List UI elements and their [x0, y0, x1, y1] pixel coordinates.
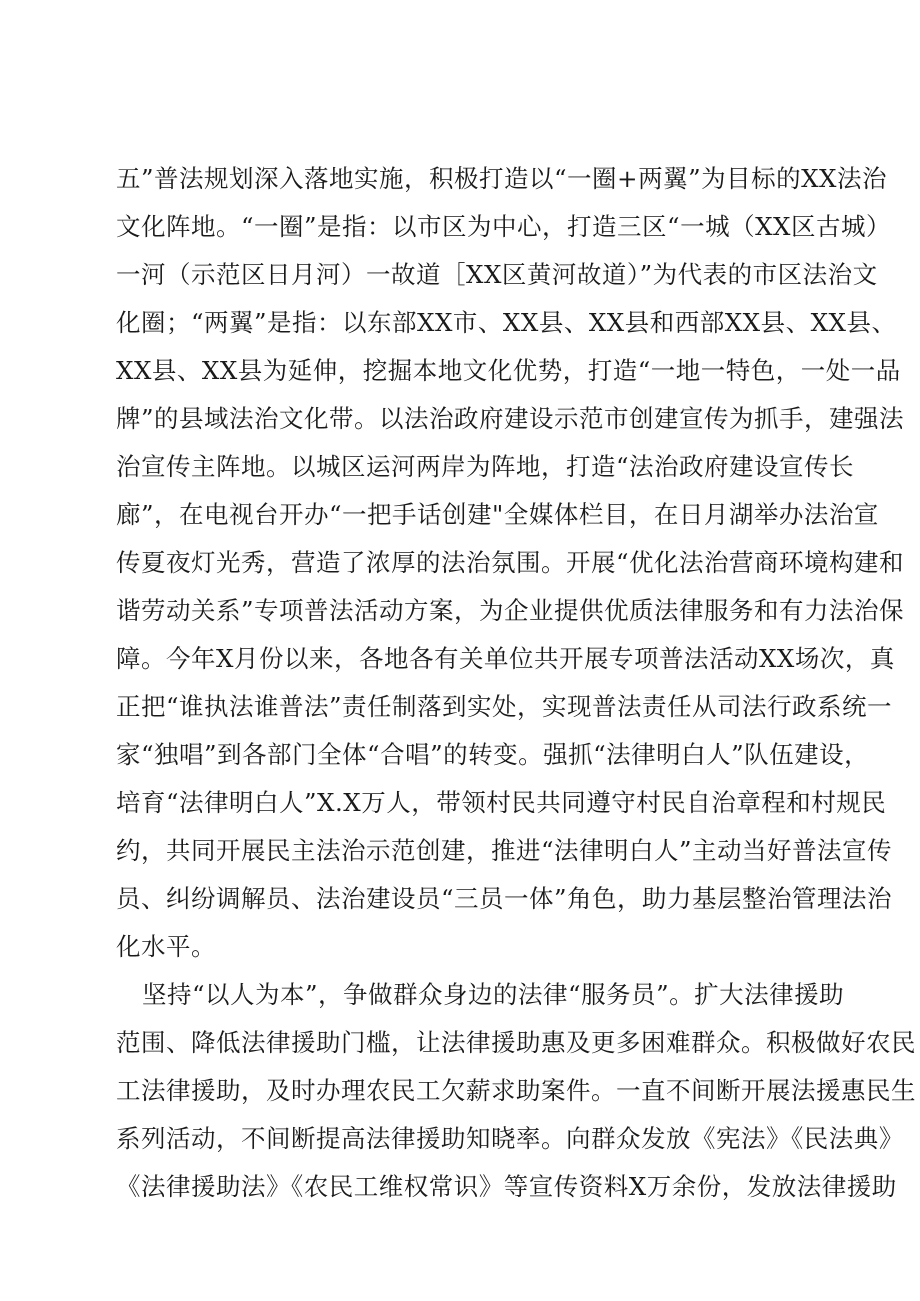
text-line: 廊”，在电视台开办“一把手话创建"全媒体栏目，在日月湖举办法治宣 [116, 500, 879, 529]
text-line: 治宣传主阵地。以城区运河两岸为阵地，打造“法治政府建设宣传长 [116, 452, 855, 481]
text-line: 传夏夜灯光秀，营造了浓厚的法治氛围。开展“优化法治营商环境构建和 [116, 548, 905, 577]
paragraph-end-line: 化水平。 [116, 932, 216, 961]
text-line: 谐劳动关系”专项普法活动方案，为企业提供优质法律服务和有力法治保 [116, 596, 905, 625]
text-line: XX县、XX县为延伸，挖掘本地文化优势，打造“一地一特色，一处一品 [116, 356, 901, 385]
text-line: 障。今年X月份以来，各地各有关单位共开展专项普法活动XX场次，真 [116, 644, 895, 673]
text-line: 家“独唱”到各部门全体“合唱”的转变。强抓“法律明白人”队伍建设， [116, 740, 870, 769]
paragraph-start-line: 坚持“以人为本”，争做群众身边的法律“服务员”。扩大法律援助 [142, 980, 845, 1009]
text-line: 文化阵地。“一圈”是指：以市区为中心，打造三区“一城（XX区古城） [116, 212, 891, 241]
text-line: 正把“谁执法谁普法”责任制落到实处，实现普法责任从司法行政系统一 [116, 692, 893, 721]
document-body [116, 155, 916, 1211]
text-line: 员、纠纷调解员、法治建设员“三员一体”角色，助力基层整治管理法治 [116, 884, 893, 913]
text-line: 化圈；“两翼”是指：以东部XX市、XX县、XX县和西部XX县、XX县、 [116, 308, 897, 337]
text-line: 《法律援助法》《农民工维权常识》等宣传资料X万余份，发放法律援助 [116, 1172, 897, 1201]
text-line: 培育“法律明白人”X.X万人，带领村民共同遵守村民自治章程和村规民 [116, 788, 887, 817]
text-line: 牌”的县域法治文化带。以法治政府建设示范市创建宣传为抓手，建强法 [116, 404, 905, 433]
text-line: 范围、降低法律援助门槛，让法律援助惠及更多困难群众。积极做好农民 [116, 1028, 916, 1057]
text-line: 约，共同开展民主法治示范创建，推进“法律明白人”主动当好普法宣传 [116, 836, 893, 865]
text-line: 工法律援助，及时办理农民工欠薪求助案件。一直不间断开展法援惠民生 [116, 1076, 916, 1105]
text-line: 系列活动，不间断提高法律援助知晓率。向群众发放《宪法》《民法典》 [116, 1124, 904, 1153]
text-line: 一河（示范区日月河）一故道［XX区黄河故道）”为代表的市区法治文 [116, 260, 878, 289]
text-line: 五”普法规划深入落地实施，积极打造以“一圈+两翼”为目标的XX法治 [116, 164, 887, 193]
